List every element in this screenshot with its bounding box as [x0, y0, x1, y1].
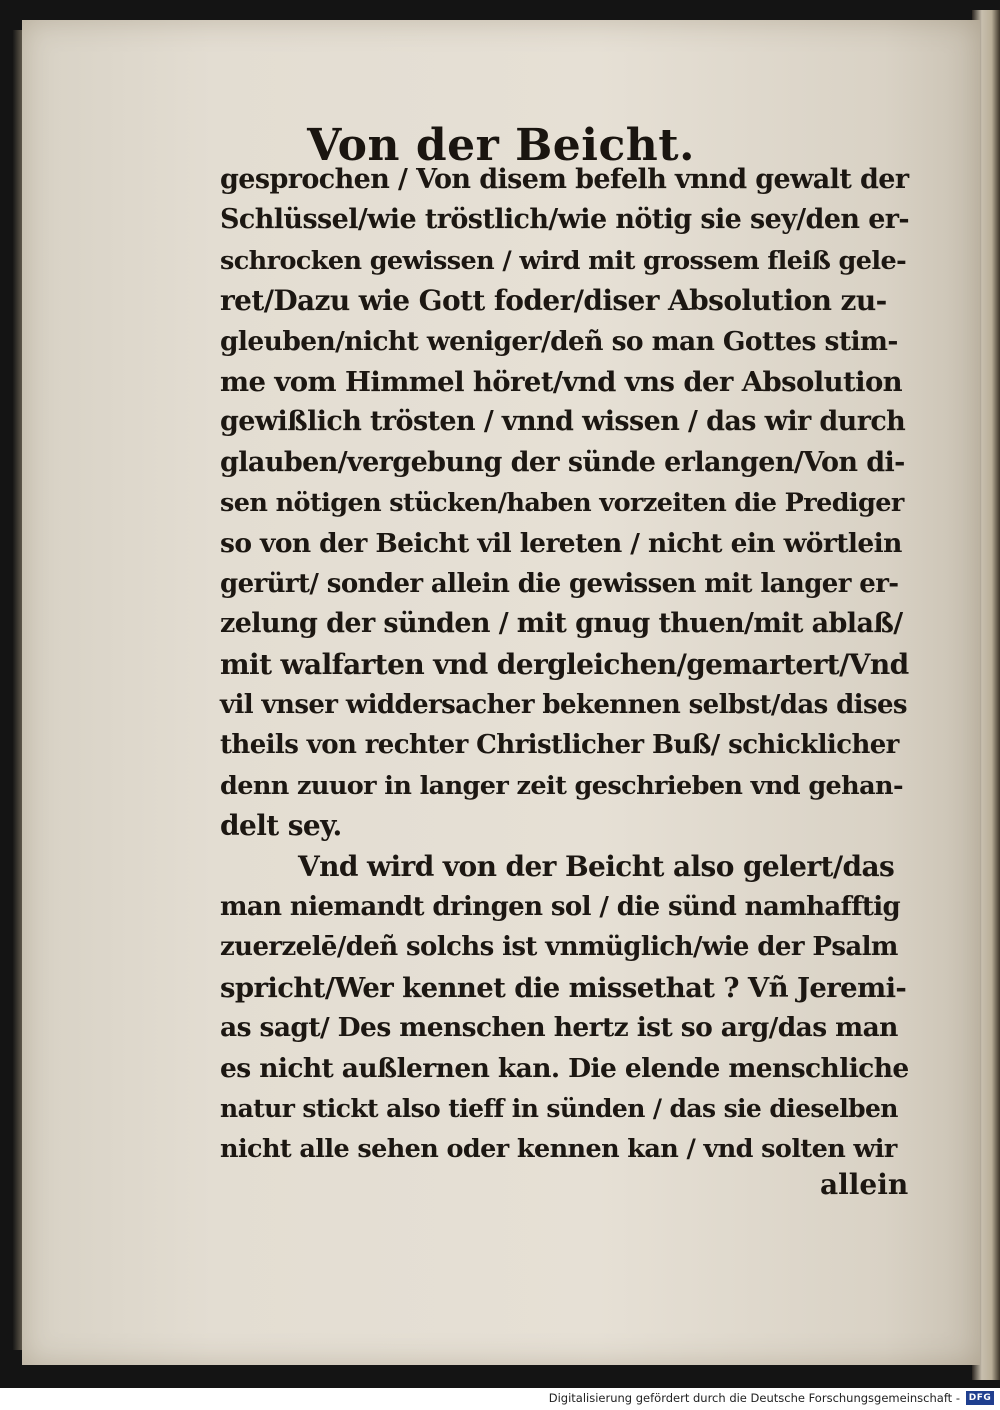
text-line: so von der Beicht vil lereten / nicht ein wörtlein — [220, 527, 902, 559]
funding-credit: Digitalisierung gefördert durch die Deutsche Forschungsgemeinschaft - — [548, 1391, 960, 1405]
text-line: gewißlich trösten / vnnd wissen / das wir durch — [220, 406, 906, 438]
text-line: schrocken gewissen / wird mit grossem fleiß gele- — [220, 245, 907, 276]
text-line: Schlüssel/wie tröstlich/wie nötig sie sey/den er- — [220, 204, 910, 236]
text-line: nicht alle sehen oder kennen kan / vnd solten wir — [220, 1134, 897, 1165]
text-line: sen nötigen stücken/haben vorzeiten die Prediger — [220, 488, 904, 519]
text-line: gerürt/ sonder allein die gewissen mit langer er- — [220, 568, 899, 599]
dfg-logo: DFG — [966, 1391, 994, 1405]
text-line: spricht/Wer kennet die missethat ? Vñ Jeremi- — [220, 971, 907, 1004]
text-line: denn zuuor in langer zeit geschrieben vnd gehan- — [220, 770, 903, 801]
text-line: glauben/vergebung der sünde erlangen/Von di- — [220, 446, 905, 478]
text-line: me vom Himmel höret/vnd vns der Absolution — [220, 365, 903, 398]
page-body-text — [220, 160, 910, 1170]
text-line: ret/Dazu wie Gott foder/diser Absolution zu- — [220, 284, 887, 318]
text-line: es nicht außlernen kan. Die elende menschliche — [220, 1052, 909, 1084]
text-line: man niemandt dringen sol / die sünd namhafftig — [220, 892, 901, 923]
text-line: delt sey. — [220, 809, 342, 843]
text-line: zuerzelē/deñ solchs ist vnmüglich/wie der Psalm — [220, 932, 898, 963]
catchword: allein — [820, 1168, 909, 1201]
running-head: Von der Beicht. — [307, 120, 695, 171]
text-line: gesprochen / Von disem befelh vnnd gewalt der — [220, 164, 909, 195]
footer-bar — [0, 1388, 1000, 1410]
text-line: natur stickt also tieff in sünden / das sie dieselben — [220, 1093, 898, 1123]
text-line: mit walfarten vnd dergleichen/gemartert/Vnd — [220, 647, 909, 681]
text-line: as sagt/ Des menschen hertz ist so arg/das man — [220, 1012, 898, 1044]
text-line: vil vnser widdersacher bekennen selbst/das dises — [220, 690, 907, 721]
text-line: gleuben/nicht weniger/deñ so man Gottes stim- — [220, 325, 898, 357]
text-line: zelung der sünden / mit gnug thuen/mit ablaß/ — [220, 608, 903, 640]
paragraph-start-line: Vnd wird von der Beicht also gelert/das — [298, 849, 895, 883]
text-line: theils von rechter Christlicher Buß/ schicklicher — [220, 730, 899, 761]
